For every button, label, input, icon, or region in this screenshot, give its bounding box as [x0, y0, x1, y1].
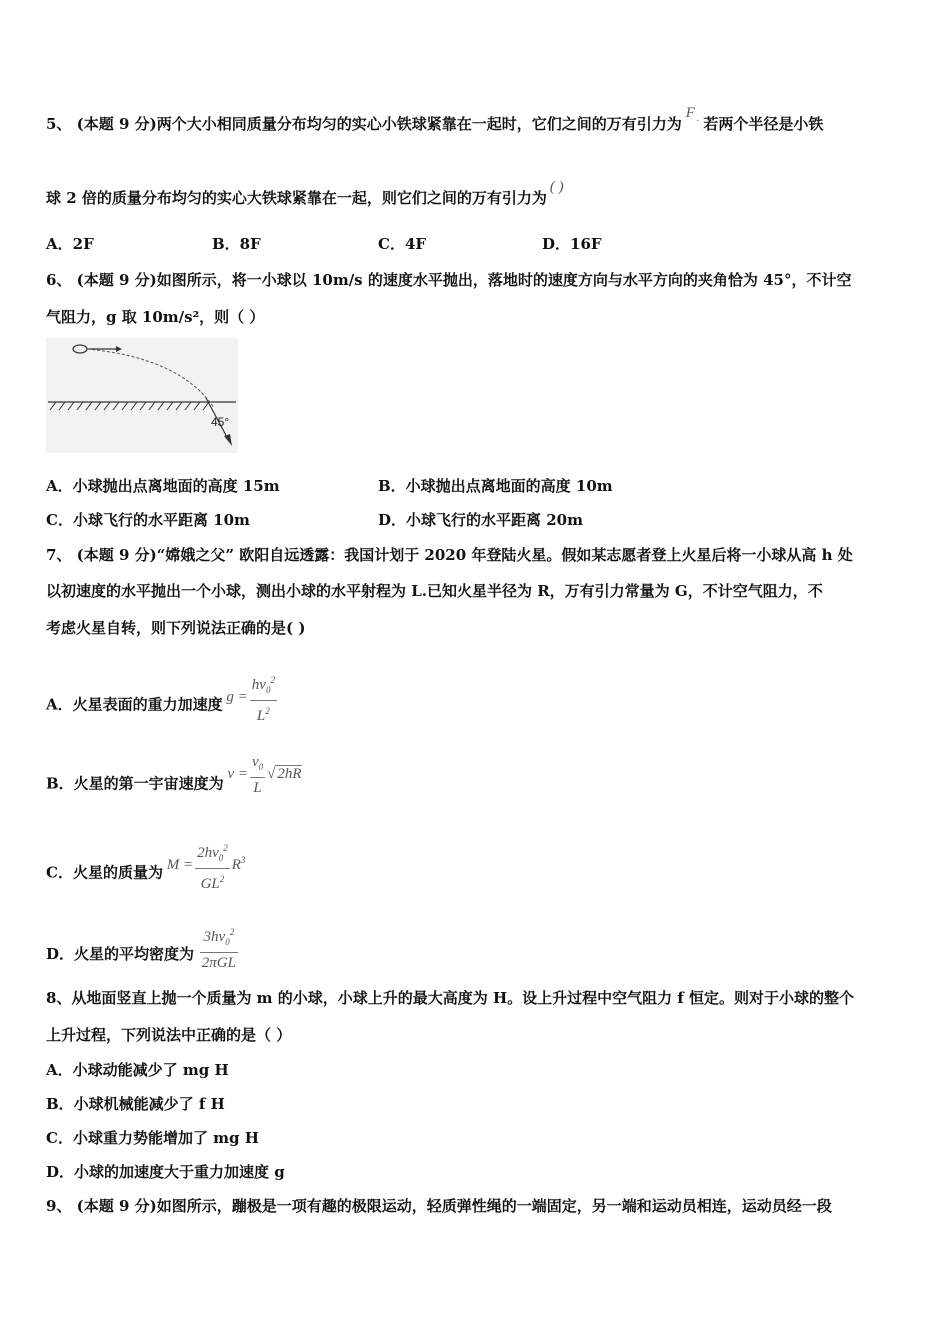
projectile-figure	[46, 338, 238, 453]
q8-option-b: B．小球机械能减少了 f H	[46, 1095, 225, 1113]
q6-option-a: A．小球抛出点离地面的高度 15m	[46, 477, 280, 495]
q7-option-a: A．火星表面的重力加速度 g = $\frac{hv_0^2}{L^2}$	[46, 678, 279, 734]
formula-b: v = $\frac{v_0}{L}$ √ 2hR	[223, 754, 302, 796]
q8-line2: 上升过程，下列说法中正确的是（ ）	[46, 1026, 292, 1044]
q7-option-b: B．火星的第一宇宙速度为 v = $\frac{v_0}{L}$ √ 2hR	[46, 754, 302, 796]
ball	[73, 345, 87, 353]
q6-option-b: B．小球抛出点离地面的高度 10m	[378, 477, 613, 495]
trajectory	[87, 349, 214, 408]
q6-option-d: D．小球飞行的水平距离 20m	[378, 511, 583, 529]
q5-option-b: B．8F	[212, 235, 261, 253]
q8-line1: 8、从地面竖直上抛一个质量为 m 的小球，小球上升的最大高度为 H。设上升过程中空气阻力 f 恒定。则对于小球的整个	[46, 989, 855, 1007]
q5-line2: 球 2 倍的质量分布均匀的实心大铁球紧靠在一起，则它们之间的万有引力为( )	[46, 179, 564, 207]
formula-d: $\frac{3hv_0^2}{\text{2πGL}}$	[194, 939, 240, 955]
q6-line1: 6、 (本题 9 分)如图所示，将一小球以 10m/s 的速度水平抛出，落地时的速度方向与水平方向的夹角恰为 45°，不计空	[46, 271, 852, 289]
initial-velocity-arrow-icon	[116, 346, 122, 352]
landing-arrow-icon	[224, 434, 232, 446]
q7-line3: 考虑火星自转，则下列说法正确的是( )	[46, 619, 306, 637]
q5-option-a: A．2F	[46, 235, 94, 253]
q7-line2: 以初速度的水平抛出一个小球，测出小球的水平射程为 L.已知火星半径为 R，万有引力常量为 G，不计空气阻力，不	[46, 582, 823, 600]
q5-option-d: D．16F	[542, 235, 602, 253]
q6-line2: 气阻力，g 取 10m/s²，则（ ）	[46, 308, 265, 326]
q8-option-d: D．小球的加速度大于重力加速度 g	[46, 1163, 285, 1181]
q5-answer-paren: ( )	[549, 179, 564, 195]
q5-option-c: C．4F	[378, 235, 427, 253]
q9-line1: 9、 (本题 9 分)如图所示，蹦极是一项有趣的极限运动，轻质弹性绳的一端固定，另一端和运动员相连，运动员经一段	[46, 1197, 832, 1215]
q5-text-tail: 若两个半径是小铁	[703, 115, 824, 133]
q5-text: 5、 (本题 9 分)两个大小相同质量分布均匀的实心小铁球紧靠在一起时，它们之间的万有引力为	[46, 115, 682, 133]
q7-option-d: D．火星的平均密度为 $\frac{3hv_0^2}{\text{2πGL}}$	[46, 930, 240, 981]
q5-line1: 5、 (本题 9 分)两个大小相同质量分布均匀的实心小铁球紧靠在一起时，它们之间的万有引力为F . 若两个半径是小铁	[46, 105, 824, 133]
q7-line1: 7、 (本题 9 分)“嫦娥之父” 欧阳自远透露：我国计划于 2020 年登陆火星。假如某志愿者登上火星后将一小球从高 h 处	[46, 546, 853, 564]
q5-symbol-f: F	[685, 105, 695, 121]
formula-a: g = $\frac{hv_0^2}{L^2}$	[223, 689, 279, 705]
formula-c: M = $\frac{2hv_0^2}{GL^2}$ $R^3$	[163, 857, 245, 873]
q6-option-c: C．小球飞行的水平距离 10m	[46, 511, 250, 529]
q8-option-c: C．小球重力势能增加了 mg H	[46, 1129, 259, 1147]
projectile-diagram	[46, 338, 238, 453]
angle-label: 45°	[211, 415, 230, 429]
q8-option-a: A．小球动能减少了 mg H	[46, 1061, 229, 1079]
q7-option-c: C．火星的质量为 M = $\frac{2hv_0^2}{GL^2}$ $R^3$	[46, 846, 245, 902]
